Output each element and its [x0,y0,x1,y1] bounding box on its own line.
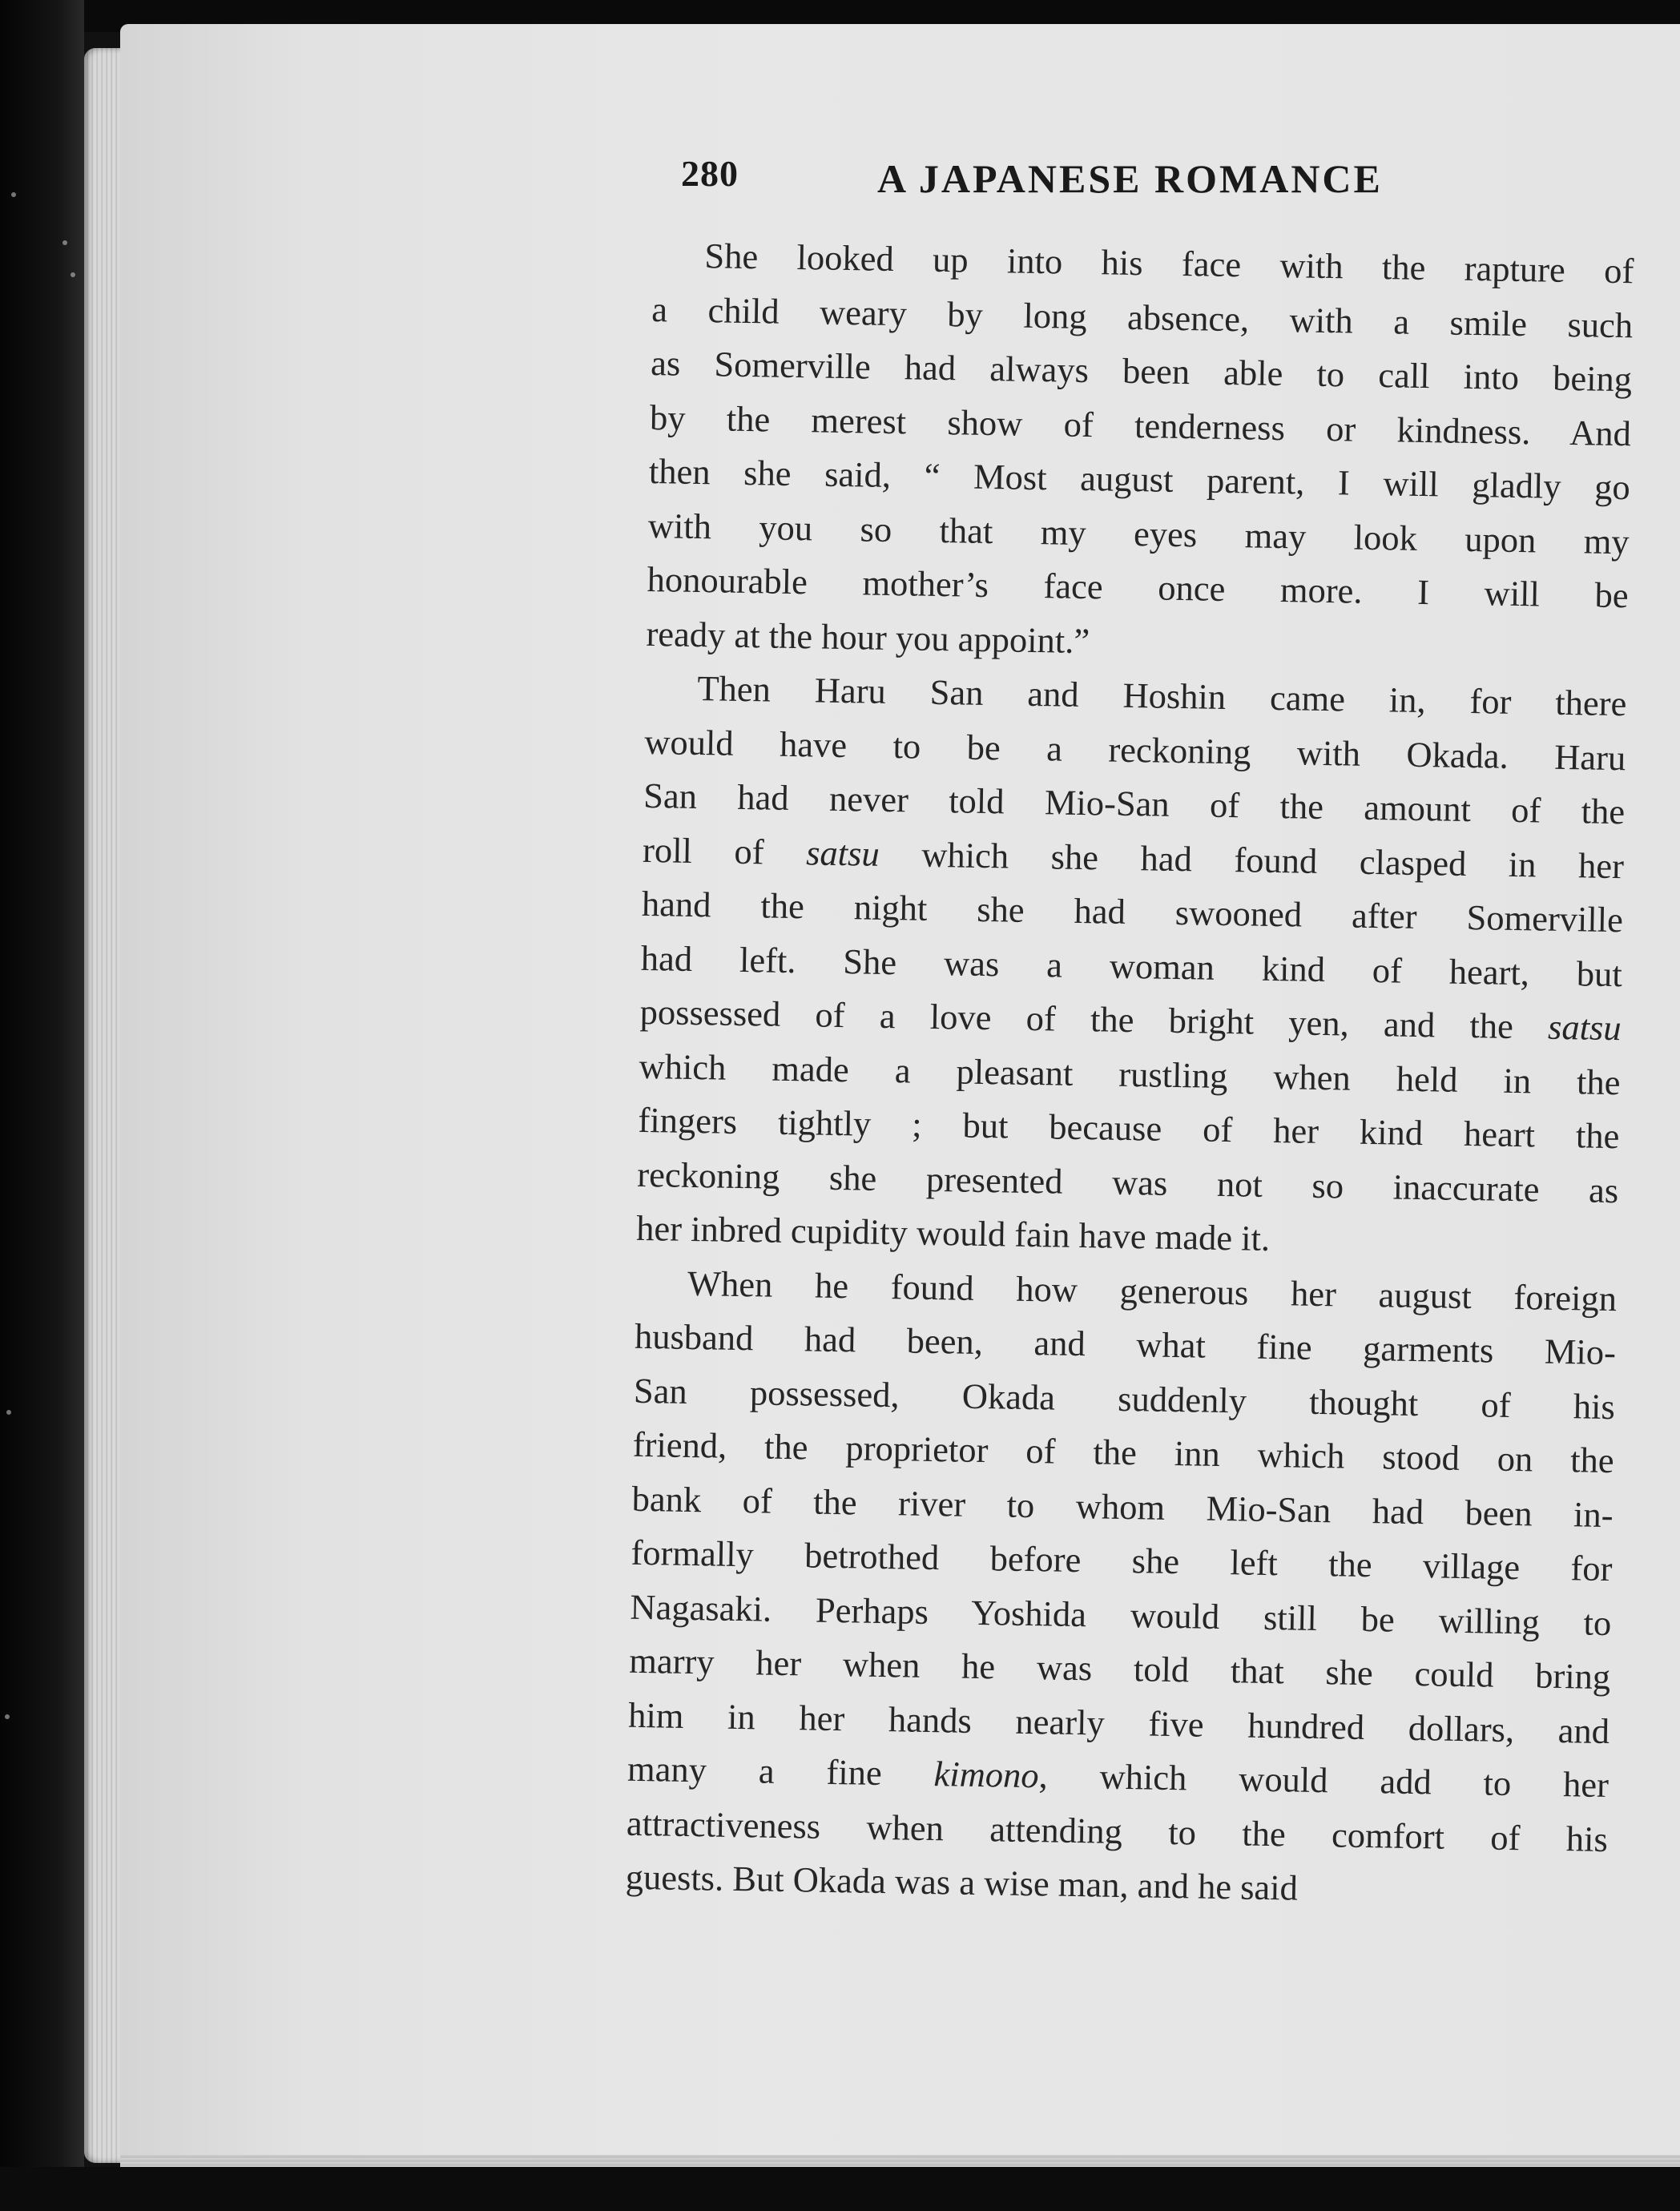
text-line: marry her when he was told that she could bring [628,1640,1611,1698]
paragraph [625,1255,1617,1920]
paragraph [636,661,1627,1272]
text-line: Then Haru San and Hoshin came in, for there [697,668,1627,724]
scanner-background-left [0,0,84,2211]
text-line: possessed of a love of the bright yen, and the satsu [639,991,1622,1049]
dust-speck [5,1714,10,1719]
text-line: San possessed, Okada suddenly thought of his [633,1370,1616,1427]
text-line: him in her hands nearly five hundred dollars, and [627,1694,1610,1751]
dust-speck [6,1410,11,1415]
text-line: which made a pleasant rustling when held in the [639,1045,1621,1102]
text-line: bank of the river to whom Mio-San had been in- [631,1478,1614,1535]
dust-speck [11,192,16,197]
text-line: husband had been, and what fine garments Mio- [634,1315,1617,1373]
text-line: attractiveness when attending to the comfort of his [626,1802,1609,1859]
text-line: ready at the hour you appoint.” [646,613,1090,661]
text-line: then she said, “ Most august parent, I will gladly go [648,450,1631,508]
page-number: 280 [681,153,739,194]
text-line: reckoning she presented was not so inaccurate as [637,1154,1619,1210]
text-line: San had never told Mio-San of the amount of the [643,775,1626,832]
text-line: with you so that my eyes may look upon my [647,505,1630,562]
text-line: many a fine kimono, which would add to her [626,1748,1609,1806]
text-line: roll of satsu which she had found clasped in her [642,829,1625,886]
dust-speck [62,240,67,245]
text-line: would have to be a reckoning with Okada. Haru [643,721,1626,778]
scanner-background-bottom [0,2167,1680,2211]
body-text [625,228,1634,1921]
text-line: had left. She was a woman kind of heart, but [640,937,1623,994]
text-line: When he found how generous her august foreign [687,1263,1618,1319]
text-line: formally betrothed before she left the village for [631,1532,1613,1589]
text-line: guests. But Okada was a wise man, and he said [625,1856,1299,1908]
text-line: honourable mother’s face once more. I will be [647,558,1629,616]
text-line: She looked up into his face with the rapture of [704,236,1634,292]
text-line: fingers tightly ; but because of her kind heart the [638,1099,1620,1157]
text-line: Nagasaki. Perhaps Yoshida would still be willing to [630,1586,1612,1643]
page-header [681,152,1642,208]
text-line: her inbred cupidity would fain have made it. [635,1207,1271,1259]
text-line: friend, the proprietor of the inn which stood on the [632,1424,1615,1481]
text-line: by the merest show of tenderness or kindness. And [649,397,1632,453]
paragraph [646,228,1634,677]
text-line: hand the night she had swooned after Somerville [641,883,1624,940]
text-line: as Somerville had always been able to call into being [650,342,1633,400]
running-title: A JAPANESE ROMANCE [877,156,1383,201]
text-line: a child weary by long absence, with a smile such [651,288,1634,345]
dust-speck [71,272,75,277]
